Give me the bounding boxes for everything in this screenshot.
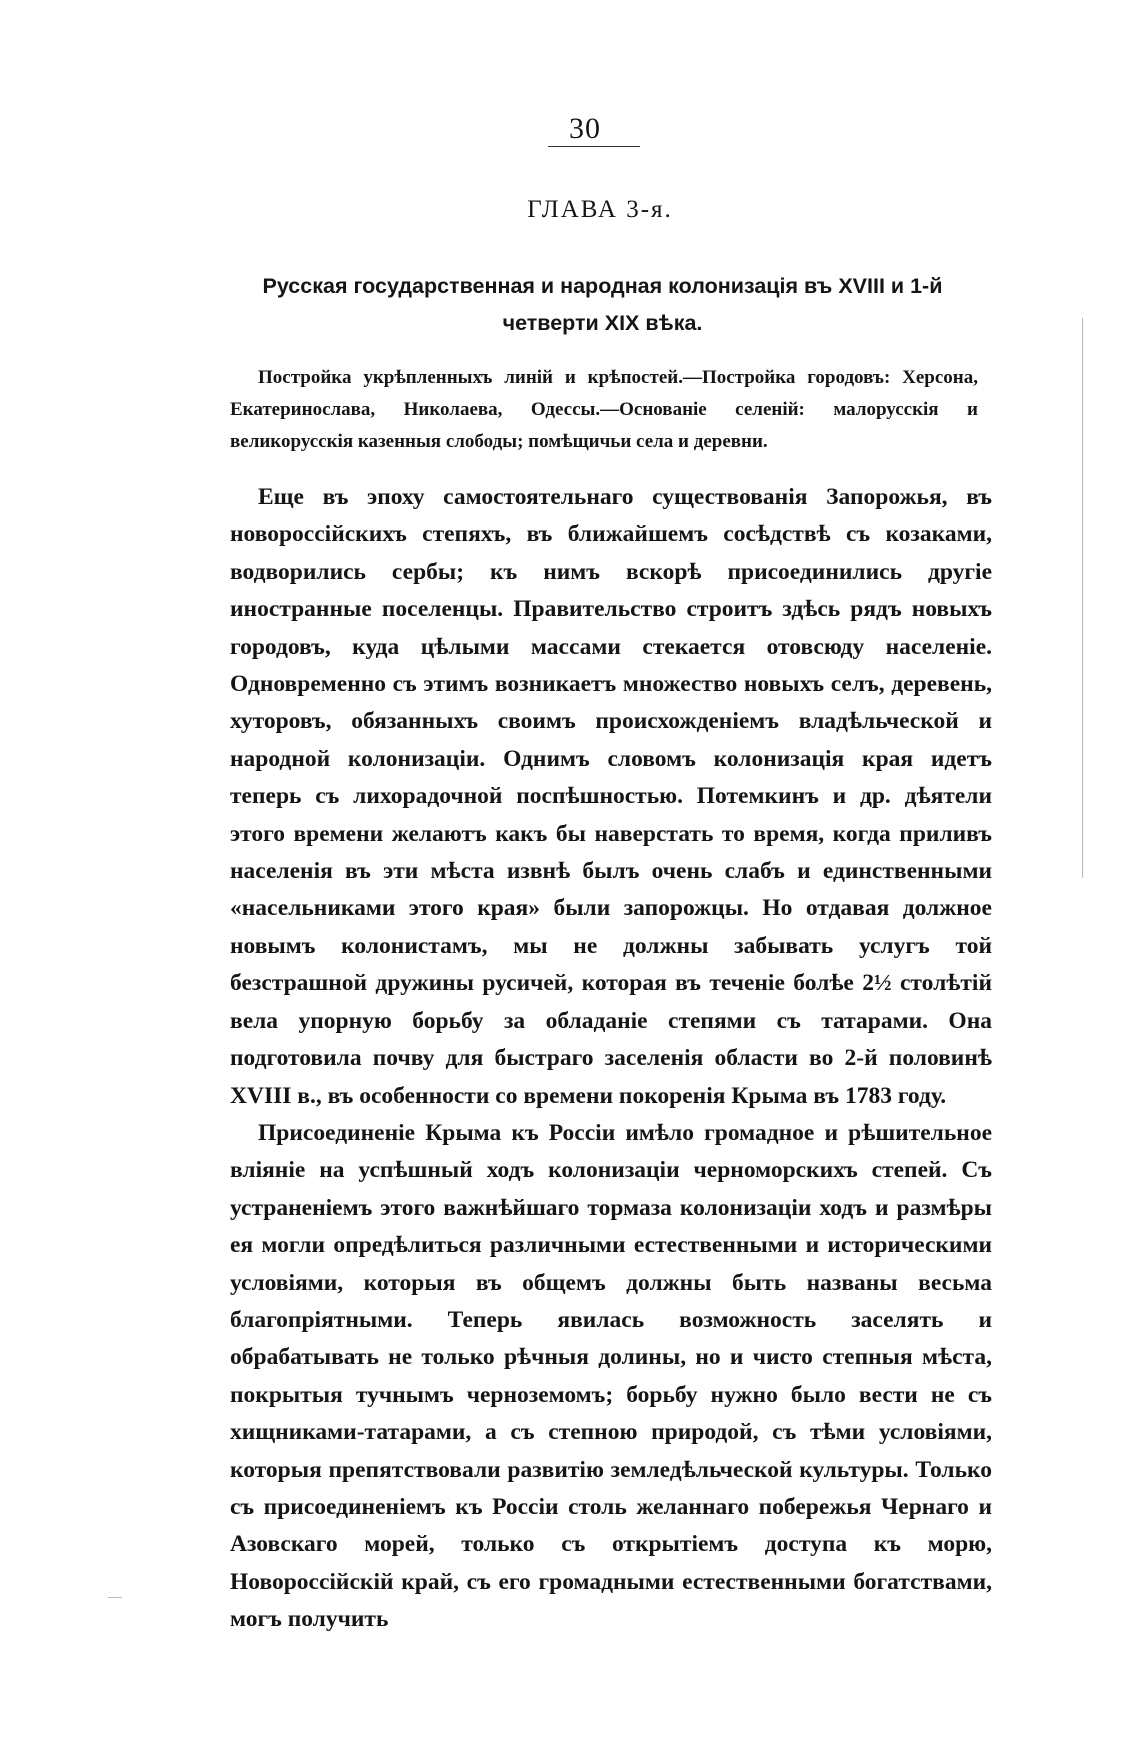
page-number-underline xyxy=(548,146,640,147)
paragraph-1: Еще въ эпоху самостоятельнаго существованія Запорожья, въ новороссійскихъ степяхъ, въ ближайшемъ сосѣдствѣ съ козаками, водворились сербы; къ нимъ вскорѣ присоединились другіе иностранные поселенцы. Правительство строитъ здѣсь рядъ новыхъ городовъ, куда цѣлыми массами стекается отовсюду населеніе. Одновременно съ этимъ возникаетъ множество новыхъ селъ, деревень, хуторовъ, обязанныхъ своимъ происхожденіемъ владѣльческой и народной колонизаціи. Однимъ словомъ колонизація края идетъ теперь съ лихорадочной поспѣшностью. Потемкинъ и др. дѣятели этого времени желаютъ какъ бы наверстать то время, когда приливъ населенія въ эти мѣста извнѣ былъ очень слабъ и единственными «насельниками этого края» были запорожцы. Но отдавая должное новымъ колонистамъ, мы не должны забывать услугъ той безстрашной дружины русичей, которая въ теченіе болѣе 2½ столѣтій вела упорную борьбу за обладаніе степями съ татарами. Она подготовила почву для быстраго заселенія области во 2-й половинѣ XVIII в., въ особенности со времени покоренія Крыма въ 1783 году. xyxy=(230,484,992,1109)
chapter-title: ГЛАВА 3-я. xyxy=(527,196,673,223)
margin-mark xyxy=(108,1597,122,1598)
paragraph-2: Присоединеніе Крыма къ Россіи имѣло громадное и рѣшительное вліяніе на успѣшный ходъ колонизаціи черноморскихъ степей. Съ устраненіемъ этого важнѣйшаго тормаза колонизаціи ходъ и размѣры ея могли опредѣлиться различными естественными и историческими условіями, которыя въ общемъ должны быть названы весьма благопріятными. Теперь явилась возможность заселять и обрабатывать не только рѣчныя долины, но и чисто степныя мѣста, покрытыя тучнымъ черноземомъ; борьбу нужно было вести не съ хищниками-татарами, а съ степною природой, съ тѣми условіями, которыя препятствовали развитію земледѣльческой культуры. Только съ присоединеніемъ къ Россіи столь желаннаго побережья Чернаго и Азовскаго морей, только съ открытіемъ доступа къ морю, Новороссійскій край, съ его громадными естественными богатствами, могъ получить xyxy=(230,1119,992,1633)
body-text xyxy=(230,479,992,1639)
section-heading: Русская государственная и народная колонизація въ XVIII и 1-й четверти XIX вѣка. xyxy=(262,274,943,335)
page-number: 30 xyxy=(569,112,601,145)
margin-rule xyxy=(1082,318,1083,878)
chapter-summary: Постройка укрѣпленныхъ линій и крѣпостей.—Постройка городовъ: Херсона, Екатеринослава, Николаева, Одессы.—Основаніе селеній: малорусскія и великорусскія казенныя слободы; помѣщичьи села и деревни. xyxy=(230,367,978,452)
